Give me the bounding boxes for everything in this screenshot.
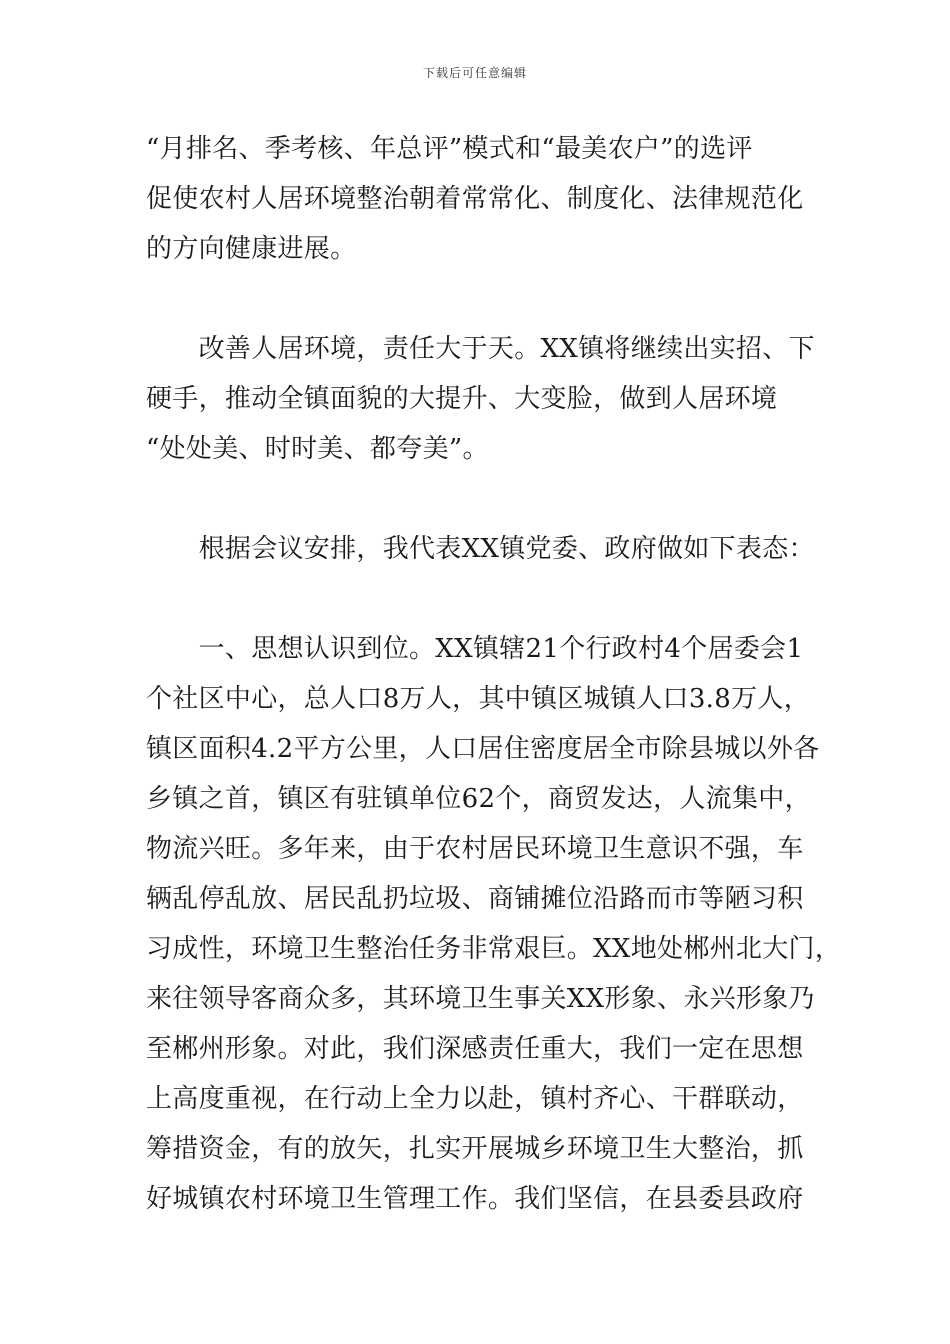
text-line: 根据会议安排，我代表XX镇党委、政府做如下表态：	[146, 534, 815, 564]
paragraph-spacer	[146, 274, 810, 324]
text-line: 筹措资金，有的放矢，扎实开展城乡环境卫生大整治，抓	[146, 1134, 804, 1164]
paragraph-spacer	[146, 474, 810, 524]
text-line: 物流兴旺。多年来，由于农村居民环境卫生意识不强，车	[146, 834, 804, 864]
text-line: 促使农村人居环境整治朝着常常化、制度化、法律规范化	[146, 184, 804, 214]
text-line: 上高度重视，在行动上全力以赴，镇村齐心、干群联动，	[146, 1084, 804, 1114]
text-line: 个社区中心，总人口8万人，其中镇区城镇人口3.8万人，	[146, 684, 810, 714]
page-header: 下载后可任意编辑	[422, 66, 527, 80]
text-line: “月排名、季考核、年总评”模式和“最美农户”的选评	[146, 134, 753, 164]
text-line: 改善人居环境，责任大于天。XX镇将继续出实招、下	[146, 334, 815, 364]
text-line: 硬手，推动全镇面貌的大提升、大变脸，做到人居环境	[146, 384, 778, 414]
text-line: 乡镇之首，镇区有驻镇单位62个，商贸发达，人流集中，	[146, 784, 811, 814]
text-line: 辆乱停乱放、居民乱扔垃圾、商铺摊位沿路而市等陋习积	[146, 884, 804, 914]
text-line: 的方向健康进展。	[146, 234, 357, 264]
paragraph-4	[146, 624, 842, 1224]
text-line: 一、思想认识到位。XX镇辖21个行政村4个居委会1	[146, 634, 804, 664]
paragraph-2	[146, 324, 815, 474]
document-body	[146, 124, 842, 1224]
paragraph-3	[146, 524, 815, 574]
text-line: 习成性，环境卫生整治任务非常艰巨。XX地处郴州北大门，	[146, 934, 842, 964]
text-line: 镇区面积4.2平方公里，人口居住密度居全市除县城以外各	[146, 734, 820, 764]
text-line: 至郴州形象。对此，我们深感责任重大，我们一定在思想	[146, 1034, 804, 1064]
text-line: “处处美、时时美、都夸美”。	[146, 434, 489, 464]
paragraph-1	[146, 124, 810, 274]
text-line: 好城镇农村环境卫生管理工作。我们坚信，在县委县政府	[146, 1184, 804, 1214]
text-line: 来往领导客商众多，其环境卫生事关XX形象、永兴形象乃	[146, 984, 815, 1014]
paragraph-spacer	[146, 574, 810, 624]
